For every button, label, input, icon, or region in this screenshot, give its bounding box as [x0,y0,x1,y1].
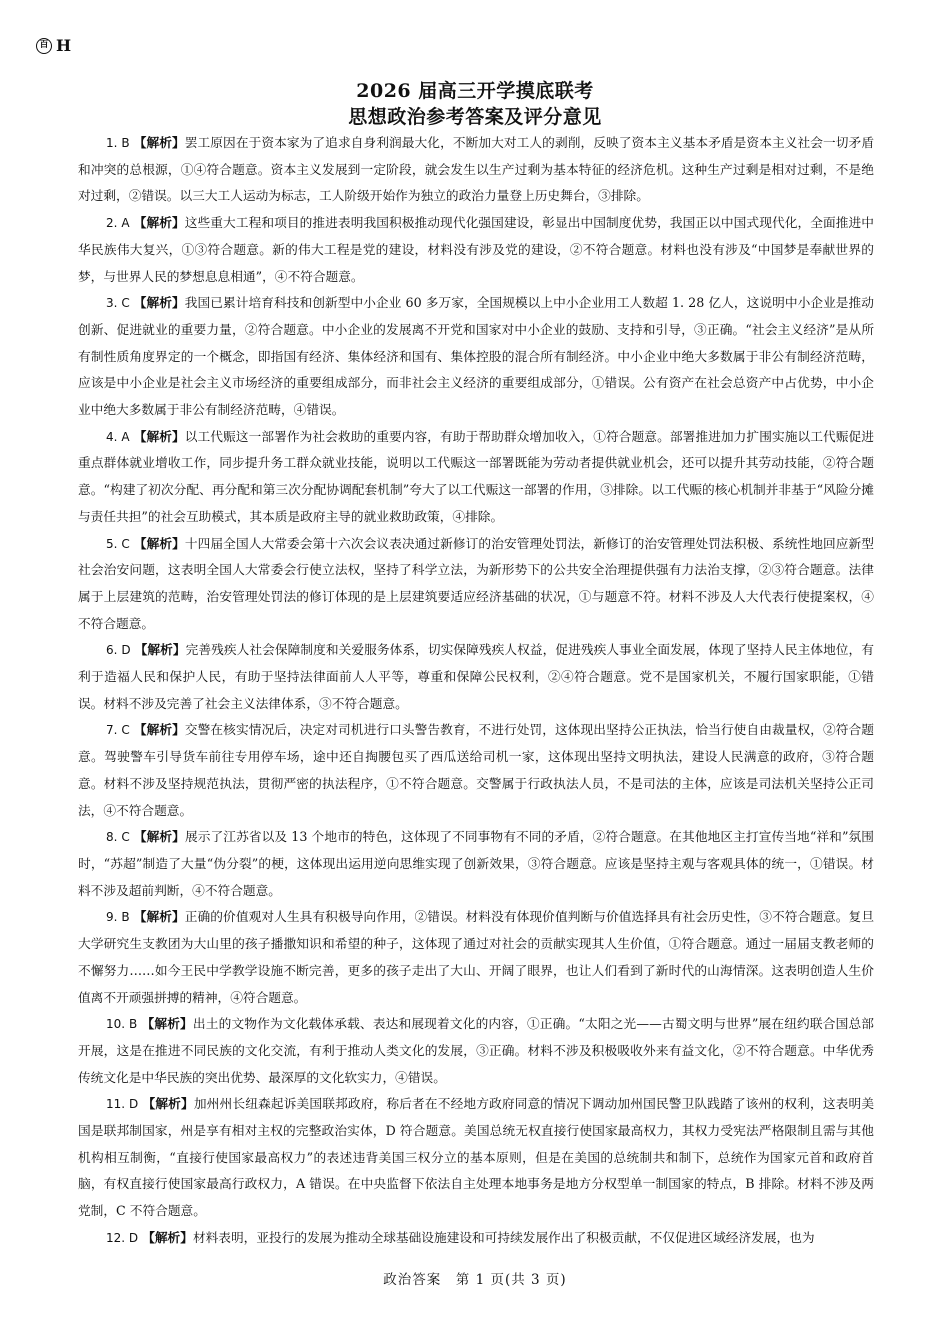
answer-text: 我国已累计培育科技和创新型中小企业 60 多万家，全国规模以上中小企业用工人数超 1. 28 亿人，这说明中小企业是推动创新、促进就业的重要力量，②符合题意。中小企业的发展离不开党和国家对中小企业的鼓励、支持和引导，③正确。“社会主义经济”是从所有制性质角度界定的一个概念，即指国有经济、集体经济和国有、集体控股的混合所有制经济。中小企业中绝大多数属于非公有制经济范畴，应该是中小企业是社会主义市场经济的重要组成部分，而非社会主义经济的重要组成部分，①错误。公有资产在社会总资产中占优势，中小企业中绝大多数属于非公有制经济范畴，④错误。 [78,295,874,418]
answer-number: 6. D [106,643,131,658]
answer-item-10 [78,1011,874,1091]
answer-item-12 [78,1225,874,1252]
analysis-tag: 【解析】 [141,1016,193,1032]
answer-item-4 [78,424,874,531]
answer-text: 材料表明，亚投行的发展为推动全球基础设施建设和可持续发展作出了积极贡献，不仅促进区域经济发展，也为 [192,1229,815,1245]
corner-letter: H [56,36,72,55]
analysis-tag: 【解析】 [134,642,186,658]
answer-text: 以工代赈这一部署作为社会救助的重要内容，有助于帮助群众增加收入，①符合题意。部署推进加力扩围实施以工代赈促进重点群体就业增收工作，同步提升务工群众就业技能，说明以工代赈这一部署既能为劳动者提供就业机会，还可以提升其劳动技能，②符合题意。“构建了初次分配、再分配和第三次分配协调配套机制”夸大了以工代赈这一部署的作用，③排除。以工代赈的核心机制并非基于“风险分摊与责任共担”的社会互助模式，其本质是政府主导的就业救助政策，④排除。 [78,428,874,524]
answer-number: 10. B [106,1017,138,1032]
answer-number: 9. B [106,910,130,925]
answer-number: 1. B [106,136,130,150]
analysis-tag: 【解析】 [133,215,185,231]
answer-number: 4. A [106,429,130,444]
analysis-tag: 【解析】 [133,909,185,925]
answer-item-8 [78,824,874,904]
answer-text: 完善残疾人社会保障制度和关爱服务体系，切实保障残疾人权益，促进残疾人事业全面发展，体现了坚持人民主体地位，有利于造福人民和保护人民，有助于坚持法律面前人人平等，尊重和保障公民权利，②④符合题意。党不是国家机关，不履行国家职能，①错误。材料不涉及完善了社会主义法律体系，③不符合题意。 [78,642,874,711]
answer-number: 12. D [106,1230,139,1245]
answer-item-2 [78,210,874,290]
answer-number: 11. D [106,1097,139,1112]
answer-number: 2. A [106,216,130,231]
corner-mark [36,36,71,55]
answer-number: 7. C [106,723,130,738]
answer-subtitle: 思想政治参考答案及评分意见 [348,106,602,128]
answer-text: 出土的文物作为文化载体承载、表达和展现着文化的内容，①正确。“太阳之光——古蜀文明与世界”展在纽约联合国总部开展，这是在推进不同民族的文化交流，有利于推动人类文化的发展，③正确。材料不涉及积极吸收外来有益文化，②不符合题意。中华优秀传统文化是中华民族的突出优势、最深厚的文化软实力，④错误。 [78,1016,874,1085]
answer-item-11 [78,1091,874,1225]
answer-number: 8. C [106,830,130,845]
answer-number: 5. C [106,536,130,551]
answer-text: 这些重大工程和项目的推进表明我国积极推动现代化强国建设，彰显出中国制度优势，我国正以中国式现代化，全面推进中华民族伟大复兴，①③符合题意。新的伟大工程是党的建设，材料没有涉及党的建设，②不符合题意。材料也没有涉及“中国梦是奉献世界的梦，与世界人民的梦想息息相通”，④不符合题意。 [78,215,874,284]
answer-item-5 [78,531,874,638]
analysis-tag: 【解析】 [133,722,185,738]
answer-text: 罢工原因在于资本家为了追求自身利润最大化，不断加大对工人的剥削，反映了资本主义基本矛盾是资本主义社会一切矛盾和冲突的总根源，①④符合题意。资本主义发展到一定阶段，就会发生以生产过剩为基本特征的经济危机。这种生产过剩是相对过剩，不是绝对过剩，②错误。以三大工人运动为标志，工人阶级开始作为独立的政治力量登上历史舞台，③排除。 [78,135,874,204]
answer-number: 3. C [106,296,130,311]
answer-text: 正确的价值观对人生具有积极导向作用，②错误。材料没有体现价值判断与价值选择具有社会历史性，③不符合题意。复旦大学研究生支教团为大山里的孩子播撒知识和希望的种子，这体现了通过对社会的贡献实现其人生价值，①符合题意。通过一届届支教老师的不懈努力……如今王民中学教学设施不断完善，更多的孩子走出了大山、开阔了眼界，也让人们看到了新时代的山海情深。这表明创造人生价值离不开顽强拼搏的精神，④符合题意。 [78,909,874,1005]
answer-item-7 [78,717,874,824]
analysis-tag: 【解析】 [133,135,185,150]
answer-text: 交警在核实情况后，决定对司机进行口头警告教育，不进行处罚，这体现出坚持公正执法，恰当行使自由裁量权，②符合题意。驾驶警车引导货车前往专用停车场，途中还自掏腰包买了西瓜送给司机一家，这体现出坚持文明执法，建设人民满意的政府，③符合题意。材料不涉及坚持规范执法，贯彻严密的执法程序，①不符合题意。交警属于行政执法人员，不是司法的主体，应该是司法机关坚持公正司法，④不符合题意。 [78,722,874,818]
title-block [0,78,950,130]
answer-item-9 [78,904,874,1011]
analysis-tag: 【解析】 [142,1229,193,1245]
answer-item-3 [78,290,874,424]
exam-title: 2026 届高三开学摸底联考 [356,80,594,102]
analysis-tag: 【解析】 [133,829,185,845]
answer-list [78,130,874,1252]
answer-item-6 [78,637,874,717]
seal-icon: 百 [36,38,52,54]
analysis-tag: 【解析】 [133,535,185,551]
analysis-tag: 【解析】 [142,1096,194,1112]
answer-item-1 [78,130,874,210]
answer-text: 十四届全国人大常委会第十六次会议表决通过新修订的治安管理处罚法，新修订的治安管理处罚法积极、系统性地回应新型社会治安问题，这表明全国人大常委会行使立法权，坚持了科学立法，为新形势下的公共安全治理提供强有力法治支撑，②③符合题意。法律属于上层建筑的范畴，治安管理处罚法的修订体现的是上层建筑要适应经济基础的状况，①与题意不符。材料不涉及人大代表行使提案权，④不符合题意。 [78,535,874,631]
answer-text: 展示了江苏省以及 13 个地市的特色，这体现了不同事物有不同的矛盾，②符合题意。在其他地区主打宣传当地“祥和”氛围时，“苏超”制造了大量“伪分裂”的梗，这体现出运用逆向思维实现了创新效果，③符合题意。应该是坚持主观与客观具体的统一，①错误。材料不涉及超前判断，④不符合题意。 [78,829,874,898]
page-footer: 政治答案 第 1 页(共 3 页) [383,1272,567,1288]
analysis-tag: 【解析】 [133,428,185,444]
analysis-tag: 【解析】 [133,295,185,311]
answer-text: 加州州长纽森起诉美国联邦政府，称后者在不经地方政府同意的情况下调动加州国民警卫队践踏了该州的权利，这表明美国是联邦制国家，州是享有相对主权的完整政治实体，D 符合题意。美国总统无权直接行使国家最高权力，其权力受宪法严格限制且需与其他机构相互制衡，“直接行使国家最高权力”的表述违背美国三权分立的基本原则，但是在美国的总统制共和制下，总统作为国家元首和政府首脑，有权直接行使国家最高行政权力，A 错误。在中央监督下依法自主处理本地事务是地方分权型单一制国家的特点，B 排除。材料不涉及两党制，C 不符合题意。 [78,1096,875,1219]
